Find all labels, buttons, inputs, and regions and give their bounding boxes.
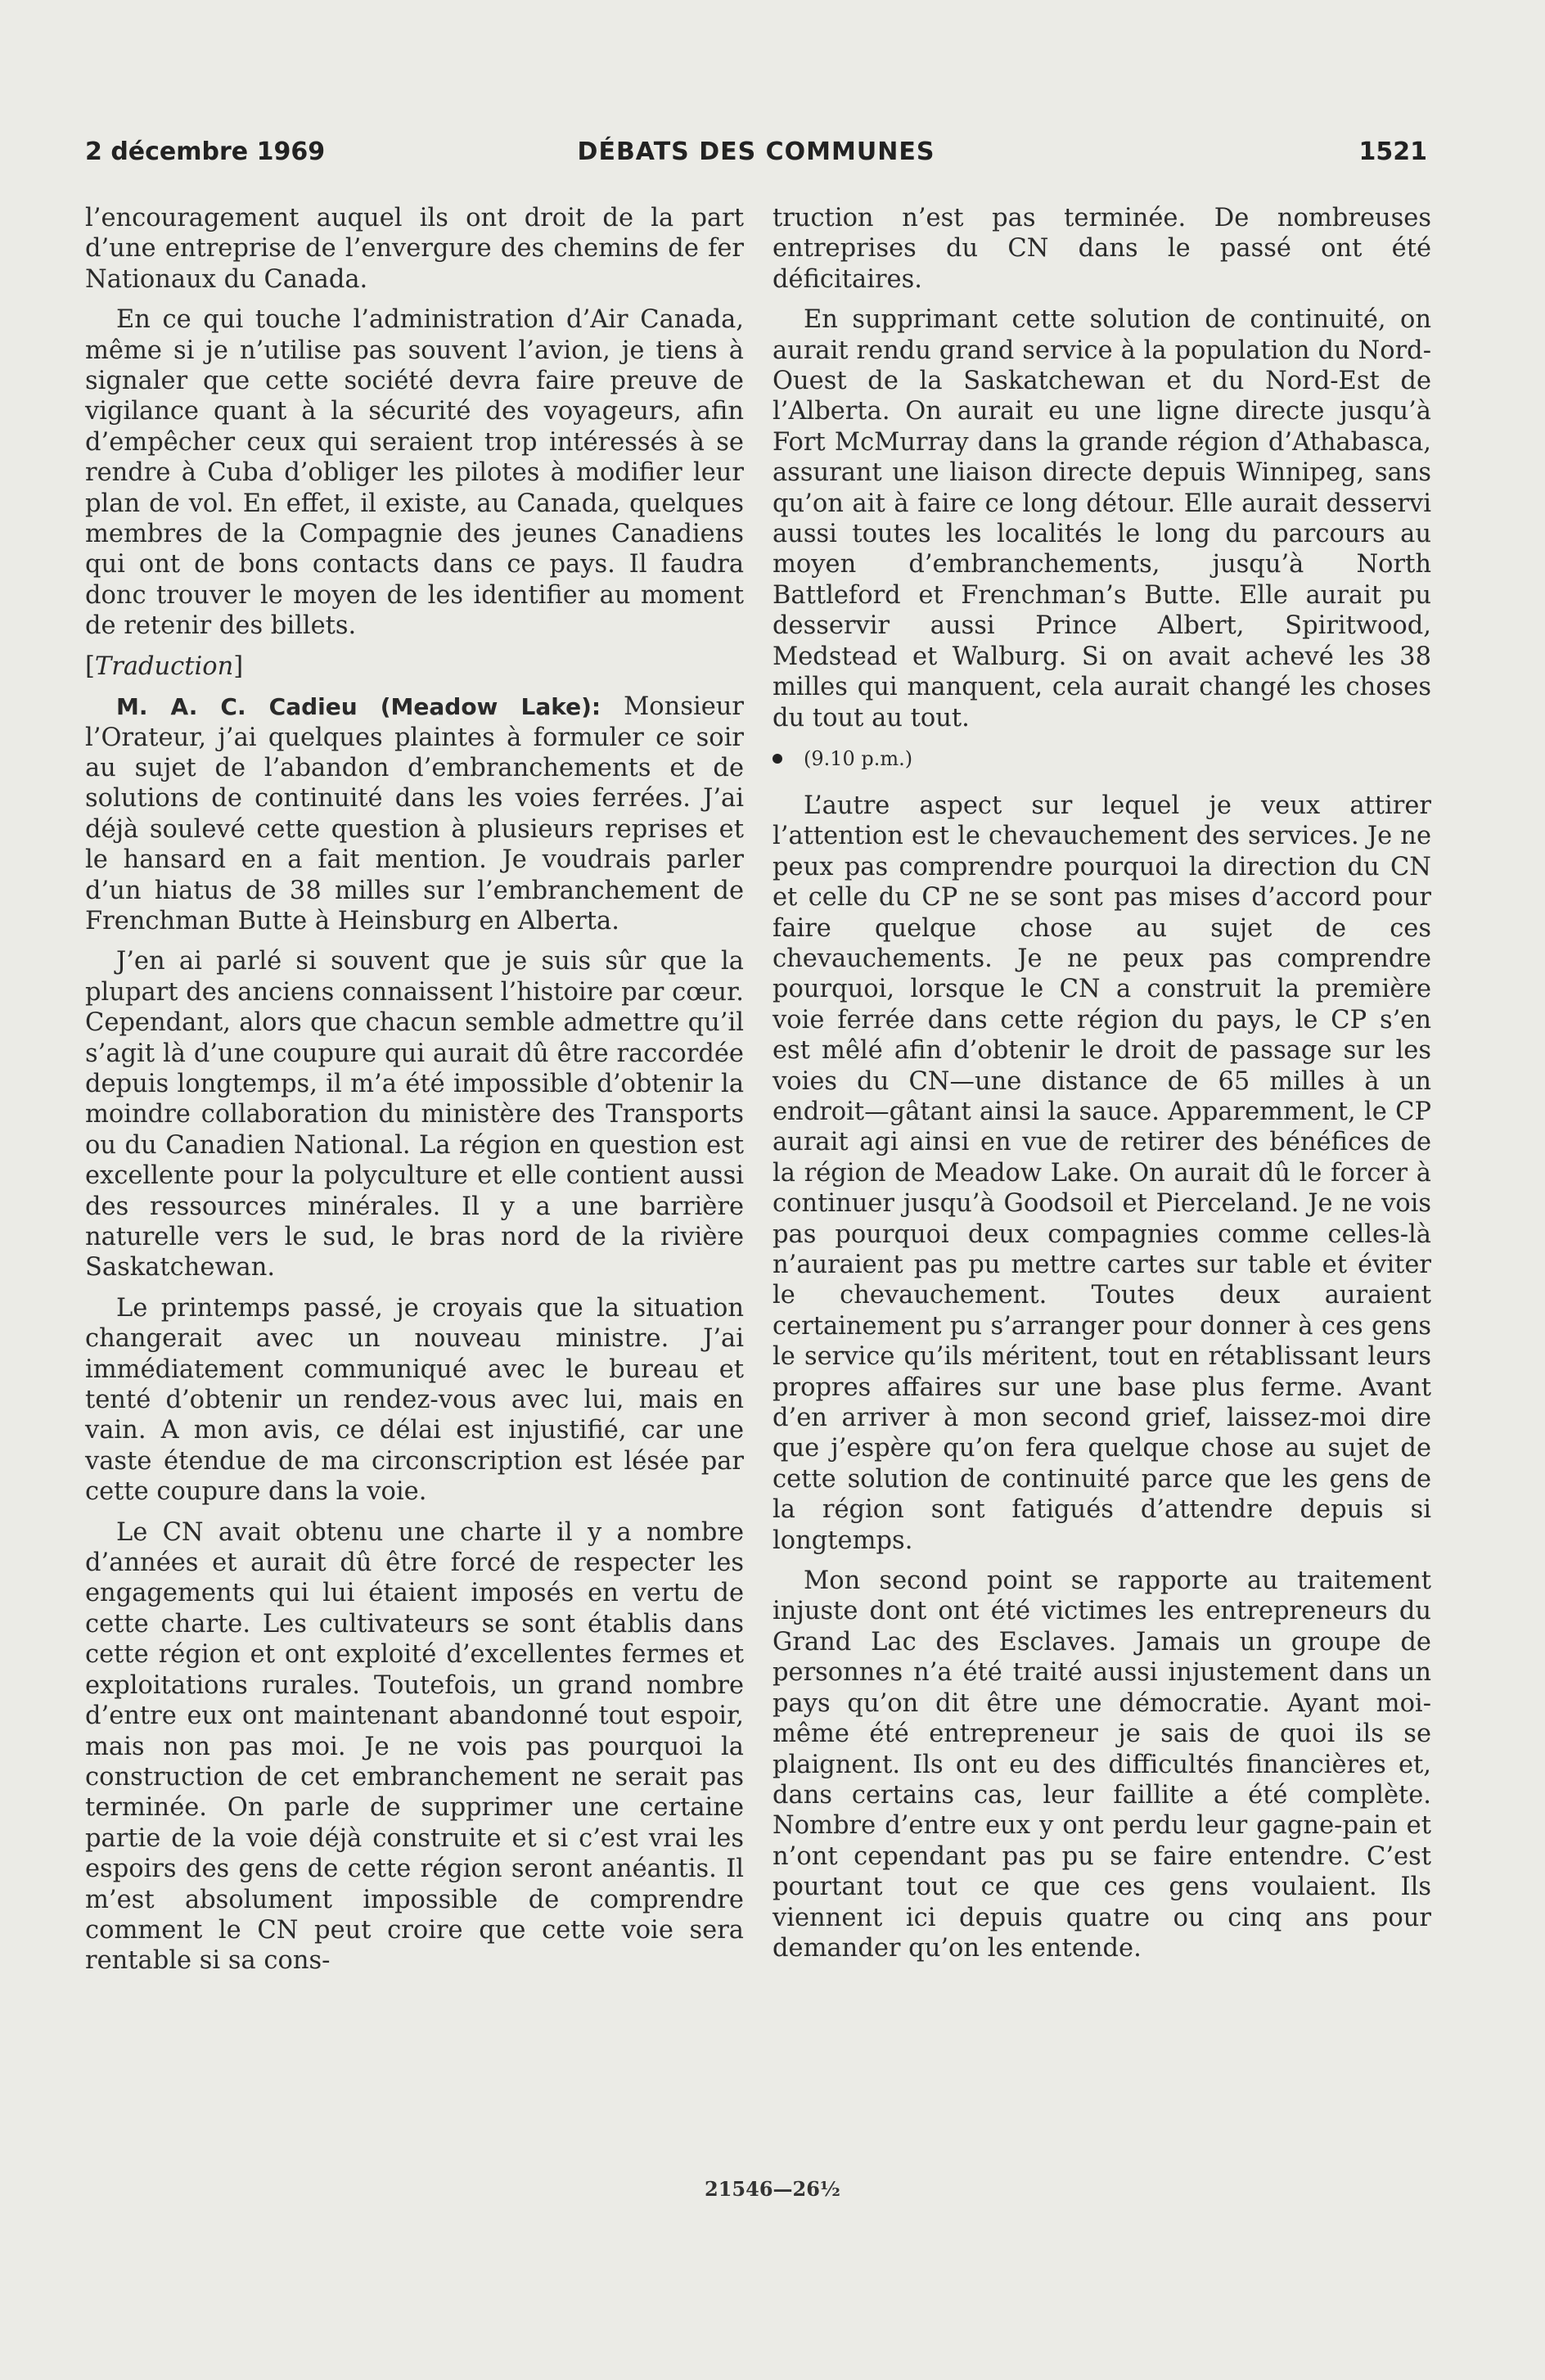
- speech-text: Monsieur l’Orateur, j’ai quelques plaintes à formuler ce soir au sujet de l’abandon d’embranchements et de solutions de continuité dans les voies ferrées. J’ai déjà soulevé cette question à plusieurs reprises et le hansard en a fait mention. Je voudrais parler d’un hiatus de 38 milles sur l’embranchement de Frenchman Butte à Heinsburg en Alberta.: [85, 692, 744, 935]
- translation-tag: [Traduction]: [85, 651, 244, 681]
- page-header: [85, 137, 1427, 174]
- time-stamp: (9.10 p.m.): [804, 746, 913, 770]
- right-column: [772, 203, 1431, 1973]
- translation-tag-text: Traduction: [94, 651, 234, 681]
- paragraph: Le printemps passé, je croyais que la situation changerait avec un nouveau ministre. J’ai immédiatement communiqué avec le bureau et tenté d’obtenir un rendez-vous avec lui, mais en vain. A mon avis, ce délai est injustifié, car une vaste étendue de ma circonscription est lésée par cette coupure dans la voie.: [85, 1293, 744, 1507]
- paragraph: truction n’est pas terminée. De nombreuses entreprises du CN dans le passé ont été déficitaires.: [772, 204, 1431, 294]
- paragraph: L’autre aspect sur lequel je veux attirer l’attention est le chevauchement des services. Je ne peux pas comprendre pourquoi la direction du CN et celle du CP ne se sont pas mises d’accord pour faire quelque chose au sujet de ces chevauchements. Je ne peux pas comprendre pourquoi, lorsque le CN a construit la première voie ferrée dans cette région du pays, le CP s’en est mêlé afin d’obtenir le droit de passage sur les voies du CN—une distance de 65 milles à un endroit—gâtant ainsi la sauce. Apparemment, le CP aurait agi ainsi en vue de retirer des bénéfices de la région de Meadow Lake. On aurait dû le forcer à continuer jusqu’à Goodsoil et Pierceland. Je ne vois pas pourquoi deux compagnies comme celles-là n’auraient pas pu mettre cartes sur table et éviter le chevauchement. Toutes deux auraient certainement pu s’arranger pour donner à ces gens le service qu’ils méritent, tout en rétablissant leurs propres affaires sur une base plus ferme. Avant d’en arriver à mon second grief, laissez-moi dire que j’espère qu’on fera quelque chose au sujet de cette solution de continuité parce que les gens de la région sont fatigués d’attendre depuis si longtemps.: [772, 791, 1431, 1555]
- time-marker: [772, 746, 1431, 771]
- header-date: 2 décembre 1969: [85, 137, 326, 166]
- bullet-icon: [772, 754, 782, 764]
- paragraph: En ce qui touche l’administration d’Air Canada, même si je n’utilise pas souvent l’avion, je tiens à signaler que cette société devra faire preuve de vigilance quant à la sécurité des voyageurs, afin d’empêcher ceux qui seraient trop intéressés à se rendre à Cuba d’obliger les pilotes à modifier leur plan de vol. En effet, il existe, au Canada, quelques membres de la Compagnie des jeunes Canadiens qui ont de bons contacts dans ce pays. Il faudra donc trouver le moyen de les identifier au moment de retenir des billets.: [85, 305, 744, 641]
- speaker-name: M. A. C. Cadieu (Meadow Lake):: [116, 693, 601, 721]
- paragraph: Le CN avait obtenu une charte il y a nombre d’années et aurait dû être forcé de respecter les engagements qui lui étaient imposés en vertu de cette charte. Les cultivateurs se sont établis dans cette région et ont exploité d’excellentes fermes et exploitations rurales. Toutefois, un grand nombre d’entre eux ont maintenant abandonné tout espoir, mais non pas moi. Je ne vois pas pourquoi la construction de cet embranchement ne serait pas terminée. On parle de supprimer une certaine partie de la voie déjà construite et si c’est vrai les espoirs des gens de cette région seront anéantis. Il m’est absolument impossible de comprendre comment le CN peut croire que cette voie sera rentable si sa cons-: [85, 1517, 744, 1976]
- header-page-number: 1521: [1358, 137, 1427, 166]
- paragraph: l’encouragement auquel ils ont droit de la part d’une entreprise de l’envergure des chemins de fer Nationaux du Canada.: [85, 204, 744, 294]
- paragraph: Mon second point se rapporte au traitement injuste dont ont été victimes les entrepreneurs du Grand Lac des Esclaves. Jamais un groupe de personnes n’a été traité aussi injustement dans un pays qu’on dit être une démocratie. Ayant moi-même été entrepreneur je sais de quoi ils se plaignent. Ils ont eu des difficultés financières et, dans certains cas, leur faillite a été complète. Nombre d’entre eux y ont perdu leur gagne-pain et n’ont cependant pas pu se faire entendre. C’est pourtant tout ce que ces gens voulaient. Ils viennent ici depuis quatre ou cinq ans pour demander qu’on les entende.: [772, 1566, 1431, 1963]
- page-footer-signature: 21546—26½: [705, 2177, 840, 2201]
- paragraph: J’en ai parlé si souvent que je suis sûr que la plupart des anciens connaissent l’histoire par cœur. Cependant, alors que chacun semble admettre qu’il s’agit là d’une coupure qui aurait dû être raccordée depuis longtemps, il m’a été impossible d’obtenir la moindre collaboration du ministère des Transports ou du Canadien National. La région en question est excellente pour la polyculture et elle contient aussi des ressources minérales. Il y a une barrière naturelle vers le sud, le bras nord de la rivière Saskatchewan.: [85, 947, 744, 1282]
- paragraph: En supprimant cette solution de continuité, on aurait rendu grand service à la population du Nord-Ouest de la Saskatchewan et du Nord-Est de l’Alberta. On aurait eu une ligne directe jusqu’à Fort McMurray dans la grande région d’Athabasca, assurant une liaison directe depuis Winnipeg, sans qu’on ait à faire ce long détour. Elle aurait desservi aussi toutes les localités le long du parcours au moyen d’embranchements, jusqu’à North Battleford et Frenchman’s Butte. Elle aurait pu desservir aussi Prince Albert, Spiritwood, Medstead et Walburg. Si on avait achevé les 38 milles qui manquent, cela aurait changé les choses du tout au tout.: [772, 305, 1431, 732]
- speech-paragraph: [85, 692, 744, 936]
- left-column: [85, 203, 744, 1986]
- header-title: DÉBATS DES COMMUNES: [577, 137, 935, 166]
